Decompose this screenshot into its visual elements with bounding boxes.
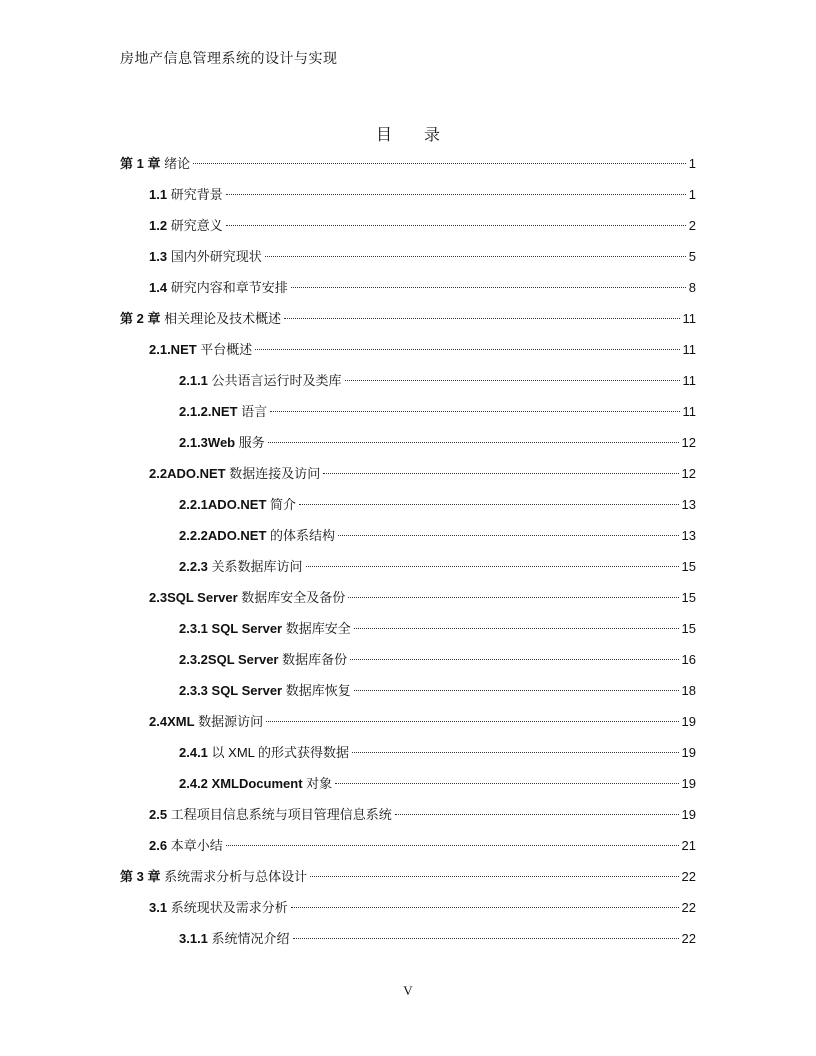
toc-entry[interactable] [120,179,696,210]
toc-entry-title: 公共语言运行时及类库 [207,373,342,388]
toc-entry-page: 15 [681,621,696,636]
toc-entry[interactable] [120,458,696,489]
toc-dot-leader [345,380,680,381]
toc-dot-leader [193,163,686,164]
toc-entry-number: 2.4.2 XMLDocument [179,776,303,791]
toc-dot-leader [354,628,679,629]
toc-entry-title: 研究背景 [167,187,223,202]
toc-dot-leader [299,504,678,505]
toc-entry-number: 2.2.1ADO.NET [179,497,267,512]
toc-entry-number: 2.1.1 [179,373,208,388]
toc-entry[interactable] [120,210,696,241]
toc-entry[interactable] [120,551,696,582]
toc-entry-title: 对象 [302,776,333,791]
toc-dot-leader [306,566,679,567]
toc-entry[interactable] [120,489,696,520]
toc-entry-title: 绪论 [160,156,191,171]
table-of-contents [120,148,696,954]
toc-entry-number: 2.5 [149,807,168,822]
toc-entry-title: 数据库备份 [278,652,348,667]
toc-entry-title: 数据库恢复 [282,683,351,698]
toc-entry-page: 15 [681,590,696,605]
toc-dot-leader [291,907,679,908]
toc-entry-page: 13 [681,528,696,543]
toc-entry-title: 平台概述 [196,342,253,357]
toc-entry-page: 15 [681,559,696,574]
toc-entry[interactable] [120,613,696,644]
toc-entry-number: 2.3.1 SQL Server [179,621,283,636]
toc-entry[interactable] [120,675,696,706]
toc-entry-number: 2.1.2.NET [179,404,238,419]
toc-dot-leader [226,225,686,226]
toc-entry-number: 2.2.3 [179,559,208,574]
toc-entry[interactable] [120,768,696,799]
toc-entry-page: 11 [682,404,696,419]
toc-dot-leader [226,194,686,195]
running-header: 房地产信息管理系统的设计与实现 [120,52,338,67]
toc-entry-page: 22 [681,869,696,884]
page-number: V [403,983,413,998]
toc-entry-page: 11 [682,342,696,357]
toc-dot-leader [350,659,678,660]
toc-entry[interactable] [120,923,696,954]
toc-entry-title: 研究内容和章节安排 [167,280,288,295]
toc-entry-page: 2 [688,218,696,233]
toc-entry[interactable] [120,520,696,551]
toc-dot-leader [338,535,678,536]
toc-entry-title: 简介 [266,497,297,512]
toc-dot-leader [323,473,678,474]
toc-entry-page: 11 [682,311,696,326]
toc-dot-leader [348,597,678,598]
toc-entry-number: 3.1 [149,900,168,915]
toc-entry-page: 18 [681,683,696,698]
toc-entry-page: 11 [682,373,696,388]
toc-dot-leader [265,256,686,257]
toc-dot-leader [354,690,679,691]
toc-entry-page: 16 [681,652,696,667]
toc-dot-leader [310,876,678,877]
toc-entry[interactable] [120,737,696,768]
toc-entry-page: 19 [681,776,696,791]
toc-entry-number: 第 2 章 [120,311,161,326]
toc-dot-leader [395,814,679,815]
toc-entry-page: 1 [688,156,696,171]
toc-entry-title: 系统现状及需求分析 [167,900,288,915]
toc-title: 目 录 [375,127,454,144]
toc-entry-number: 2.3.2SQL Server [179,652,279,667]
toc-entry-number: 2.2ADO.NET [149,466,226,481]
toc-dot-leader [270,411,679,412]
toc-entry-page: 19 [681,807,696,822]
toc-entry-number: 1.4 [149,280,168,295]
toc-entry-number: 2.1.3Web [179,435,236,450]
toc-entry-page: 12 [681,435,696,450]
toc-entry-title: 国内外研究现状 [167,249,262,264]
toc-entry[interactable] [120,799,696,830]
toc-entry-page: 12 [681,466,696,481]
toc-entry[interactable] [120,644,696,675]
toc-entry-number: 第 3 章 [120,869,161,884]
toc-entry-title: 系统需求分析与总体设计 [160,869,308,884]
toc-entry-page: 19 [681,714,696,729]
toc-entry-page: 5 [688,249,696,264]
toc-entry[interactable] [120,892,696,923]
toc-dot-leader [226,845,679,846]
toc-entry[interactable] [120,396,696,427]
toc-entry[interactable] [120,861,696,892]
toc-entry-title: 服务 [235,435,265,450]
toc-entry-number: 2.3.3 SQL Server [179,683,283,698]
toc-entry[interactable] [120,582,696,613]
toc-entry-title: 关系数据库访问 [207,559,303,574]
toc-entry[interactable] [120,830,696,861]
toc-entry-title: 系统情况介绍 [207,931,290,946]
toc-entry-page: 8 [688,280,696,295]
toc-dot-leader [284,318,679,319]
toc-entry-number: 3.1.1 [179,931,208,946]
toc-entry[interactable] [120,272,696,303]
toc-entry-number: 2.4.1 [179,745,208,760]
toc-entry-number: 第 1 章 [120,156,161,171]
toc-entry[interactable] [120,148,696,179]
toc-entry-number: 2.6 [149,838,168,853]
toc-dot-leader [291,287,686,288]
toc-entry-title: 的体系结构 [266,528,336,543]
toc-entry[interactable] [120,334,696,365]
toc-entry-title: 工程项目信息系统与项目管理信息系统 [167,807,392,822]
toc-entry-page: 13 [681,497,696,512]
toc-entry-title: 数据库安全 [282,621,351,636]
toc-dot-leader [266,721,678,722]
toc-dot-leader [268,442,679,443]
toc-entry-page: 22 [681,900,696,915]
toc-entry-title: 数据连接及访问 [225,466,321,481]
toc-entry-page: 22 [681,931,696,946]
toc-entry[interactable] [120,365,696,396]
toc-dot-leader [352,752,679,753]
toc-dot-leader [335,783,678,784]
toc-entry-title: 本章小结 [167,838,223,853]
toc-entry-title: 语言 [237,404,268,419]
toc-entry-number: 2.3SQL Server [149,590,238,605]
toc-entry-number: 2.4XML [149,714,195,729]
toc-entry[interactable] [120,241,696,272]
toc-entry-title: 相关理论及技术概述 [160,311,282,326]
toc-entry-number: 1.3 [149,249,168,264]
toc-entry-title: 数据源访问 [194,714,264,729]
toc-entry-title: 研究意义 [167,218,223,233]
toc-entry-number: 1.2 [149,218,168,233]
toc-dot-leader [255,349,679,350]
toc-entry-title: 以 XML 的形式获得数据 [207,745,350,760]
toc-entry[interactable] [120,706,696,737]
toc-entry-page: 21 [681,838,696,853]
toc-entry-number: 2.1.NET [149,342,197,357]
toc-entry[interactable] [120,303,696,334]
toc-entry-page: 19 [681,745,696,760]
toc-entry-page: 1 [688,187,696,202]
toc-entry-title: 数据库安全及备份 [237,590,346,605]
toc-entry-number: 2.2.2ADO.NET [179,528,267,543]
toc-entry-number: 1.1 [149,187,168,202]
toc-entry[interactable] [120,427,696,458]
toc-dot-leader [293,938,679,939]
